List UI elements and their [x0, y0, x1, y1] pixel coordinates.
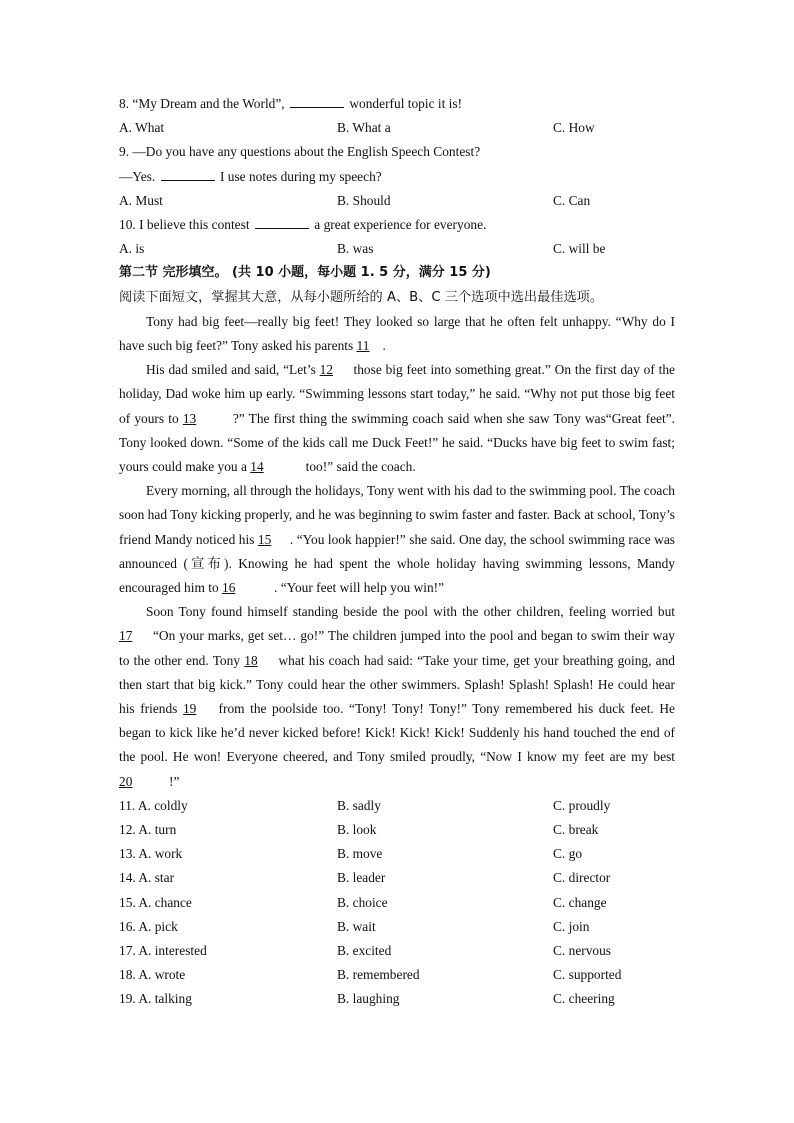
option-b: B. move [337, 846, 383, 862]
option-a: A. Must [119, 192, 163, 208]
question-8 [119, 92, 675, 116]
option-b: B. look [337, 821, 377, 837]
option-b: B. choice [337, 894, 388, 910]
option-a: 14. A. star [119, 870, 175, 886]
question-stem-after: a great experience for everyone. [314, 216, 487, 232]
option-b: B. leader [337, 870, 386, 886]
passage-text: what his coach had said: “Take your time, get your breathing going, and then start that big kick.” Tony could hear the other swimmers. Splash! Splash! Splash! He could hear his friends [119, 652, 676, 716]
option-a: 15. A. chance [119, 894, 192, 910]
question-stem-after: wonderful topic it is! [349, 96, 463, 111]
option-row [119, 987, 675, 1011]
exam-page [119, 92, 675, 1011]
passage-text: those big feet into something great.” On the first day of the holiday, Dad woke him up early. “Swimming lessons start today,” he said. “Why not put those big feet of yours to [119, 362, 675, 426]
passage-text: Soon Tony found himself standing beside the pool with the other children, feeling worried but [146, 604, 675, 620]
passage-text: ?” The first thing the swimming coach said when she saw Tony was“Great feet”. Tony looked down. “Some of the kids call me Duck Feet!” he said. “Ducks have big feet to swim fast; yours could make you a [119, 410, 676, 474]
option-row [119, 866, 675, 890]
passage-paragraph-1 [119, 310, 675, 358]
option-b: B. wait [337, 918, 376, 934]
option-row [119, 891, 675, 915]
option-c: C. Can [553, 192, 591, 208]
passage-text: . “You look happier!” she said. One day, the school swimming race was announced (宣布). Knowing he had spent the whole holiday having swimming lessons, Mandy encouraged him to [119, 531, 675, 595]
question-stem-before: I believe this contest [139, 216, 250, 232]
option-c: C. join [553, 918, 590, 934]
option-a: 12. A. turn [119, 821, 177, 837]
option-b: B. Should [337, 192, 391, 208]
question-dialogue-line: —Do you have any questions about the English Speech Contest? [132, 144, 481, 160]
option-b: B. remembered [337, 967, 420, 983]
option-b: B. sadly [337, 797, 381, 813]
question-9 [119, 140, 675, 164]
option-c: C. break [553, 821, 599, 837]
question-10-options [119, 237, 675, 261]
passage-text: . “Your feet will help you win!” [274, 579, 445, 595]
question-8-options [119, 116, 675, 140]
question-number: 10. [119, 216, 136, 232]
option-c: C. supported [553, 967, 622, 983]
option-c: C. proudly [553, 797, 611, 813]
option-c: C. cheering [553, 991, 615, 1007]
section-title: 第二节 完形填空。 (共 10 小题，每小题 1. 5 分，满分 15 分) [119, 265, 491, 281]
question-stem-after: I use notes during my speech? [219, 168, 382, 184]
option-row [119, 915, 675, 939]
passage-text: Every morning, all through the holidays, Tony went with his dad to the swimming pool. The coach soon had Tony kicking properly, and he was beginning to swim faster and faster. Back at school, Tony’s friend Mandy noticed his [119, 483, 675, 547]
option-a: 16. A. pick [119, 918, 178, 934]
passage-text: from the poolside too. “Tony! Tony! Tony!” Tony remembered his duck feet. He began to kick like he’d never kicked before! Kick! Kick! Kick! Suddenly his hand touched the end of the pool. He won! Everyone cheered, and Tony smiled proudly, “Now I know my feet are my best [119, 700, 675, 765]
blank-19: 19 [182, 700, 197, 716]
question-10 [119, 213, 675, 237]
passage-paragraph-4 [119, 600, 675, 794]
question-9-options [119, 189, 675, 213]
blank-20: 20 [119, 773, 133, 789]
question-number: 9. [119, 144, 130, 160]
passage-text: !” [169, 773, 180, 789]
passage-paragraph-3 [119, 479, 675, 600]
blank-16: 16 [222, 579, 236, 595]
option-row [119, 794, 675, 818]
question-stem-before: “My Dream and the World”, [132, 96, 285, 111]
option-c: C. director [553, 870, 611, 886]
cloze-options [119, 794, 675, 1012]
question-number: 8. [119, 96, 130, 111]
section-instruction: 阅读下面短文，掌握其大意，从每小题所给的 A、B、C 三个选项中选出最佳选项。 [119, 289, 604, 305]
option-b: B. laughing [337, 991, 400, 1007]
option-c: C. change [553, 894, 607, 910]
question-9-reply [119, 165, 675, 189]
passage-text: “On your marks, get set… go!” The children jumped into the pool and began to swim their way to the other end. Tony [119, 628, 675, 668]
option-c: C. will be [553, 241, 606, 257]
answer-blank [290, 94, 344, 108]
answer-blank [255, 215, 309, 229]
option-a: 19. A. talking [119, 991, 192, 1007]
option-row [119, 818, 675, 842]
question-stem-before: —Yes. [119, 168, 156, 184]
blank-13: 13 [182, 410, 197, 426]
option-b: B. What a [337, 120, 391, 136]
blank-12: 12 [319, 362, 334, 378]
blank-11: 11 [356, 337, 370, 353]
option-b: B. was [337, 241, 374, 257]
passage-text: Tony had big feet—really big feet! They looked so large that he often felt unhappy. “Why do I have such big feet?” Tony asked his parents [119, 313, 675, 353]
blank-18: 18 [244, 652, 258, 668]
passage-paragraph-2 [119, 358, 675, 479]
option-a: 18. A. wrote [119, 967, 186, 983]
blank-14: 14 [250, 458, 264, 474]
option-c: C. nervous [553, 942, 612, 958]
passage-text: His dad smiled and said, “Let’s [146, 362, 320, 378]
passage-text: too!” said the coach. [302, 458, 416, 474]
option-a: A. is [119, 241, 145, 257]
option-a: 17. A. interested [119, 942, 207, 958]
option-c: C. go [553, 846, 583, 862]
option-a: 11. A. coldly [119, 797, 188, 813]
blank-17: 17 [119, 628, 133, 644]
option-row [119, 963, 675, 987]
option-a: 13. A. work [119, 846, 183, 862]
blank-15: 15 [257, 531, 272, 547]
option-row [119, 842, 675, 866]
option-a: A. What [119, 120, 165, 136]
option-b: B. excited [337, 942, 392, 958]
option-c: C. How [553, 120, 595, 136]
answer-blank [161, 167, 215, 181]
passage-text: . [382, 337, 386, 353]
option-row [119, 939, 675, 963]
